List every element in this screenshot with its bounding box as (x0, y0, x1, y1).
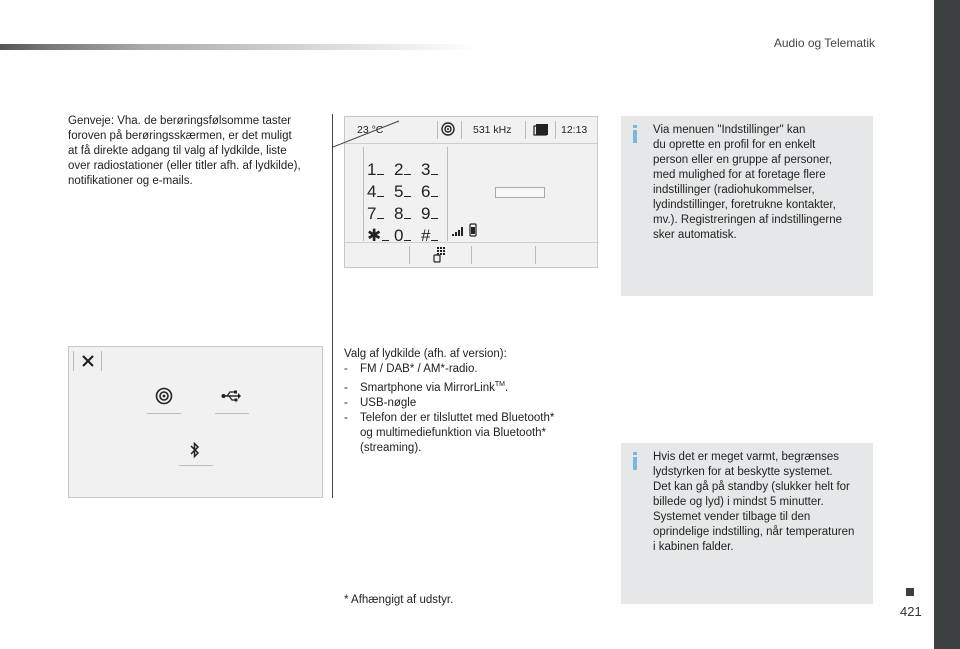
temperature-readout: 23 °C (357, 124, 384, 136)
key-8[interactable]: 8 (394, 203, 420, 225)
key-2[interactable]: 2 (394, 159, 420, 181)
key-star[interactable]: ✱ (367, 225, 393, 247)
phone-keypad (367, 159, 447, 247)
page-marker (906, 588, 914, 596)
shortcut-paragraph: Genveje: Vha. de berøringsfølsomme taster foroven på berøringsskærmen, er det muligt at få direkte adgang til valg af lydkilde, liste over radiostationer (eller titler afh. af lydkilde), notifikationer og e-mails. (68, 115, 301, 187)
signal-bars-icon (451, 225, 465, 237)
usb-icon[interactable] (221, 389, 241, 403)
keypad-icon[interactable] (433, 247, 447, 263)
key-7[interactable]: 7 (367, 203, 393, 225)
radio-wave-icon[interactable] (441, 122, 455, 136)
page-side-strip (934, 0, 960, 649)
info-icon (633, 125, 637, 143)
key-0[interactable]: 0 (394, 225, 420, 247)
radio-wave-icon[interactable] (155, 387, 173, 405)
bluetooth-icon[interactable] (189, 441, 201, 459)
key-4[interactable]: 4 (367, 181, 393, 203)
frequency-readout: 531 kHz (473, 124, 512, 136)
source-screen (68, 346, 323, 498)
info-note-settings: Via menuen "Indstillinger" kan du oprette en profil for en enkelt person eller en gruppe af personer, med mulighed for at foretage flere indstillinger (radiohukommelser, lydindstillinger, foretrukne kontakter, mv.). Registreringen af indstillingerne sker automatisk. (621, 116, 873, 296)
key-1[interactable]: 1 (367, 159, 393, 181)
page-number: 421 (900, 604, 922, 619)
clock-readout: 12:13 (561, 124, 588, 136)
key-9[interactable]: 9 (421, 203, 447, 225)
calendar-icon[interactable] (533, 122, 549, 136)
info-note-temperature: Hvis det er meget varmt, begrænses lydstyrken for at beskytte systemet. Det kan gå på standby (slukker helt for billede og lyd) i mindst 5 minutter. Systemet vender tilbage til den oprindelige indstilling, når temperaturen i kabinen falder. (621, 443, 873, 604)
source-list: Valg af lydkilde (afh. af version): - FM / DAB* / AM*-radio. - Smartphone via MirrorLink™. - USB-nøgle - Telefon der er tilsluttet med Bluetooth* og multimediefunktion via Bluetooth* (streaming). (344, 348, 555, 454)
info-icon (633, 452, 637, 470)
column-divider (332, 114, 333, 498)
screen-bottom-bar (345, 242, 597, 267)
key-6[interactable]: 6 (421, 181, 447, 203)
header-bar (0, 44, 480, 50)
close-icon[interactable] (81, 354, 95, 368)
phone-icon (469, 223, 477, 237)
section-title: Audio og Telematik (773, 36, 875, 50)
callout-line (333, 119, 403, 149)
key-5[interactable]: 5 (394, 181, 420, 203)
footnote: * Afhængigt af udstyr. (344, 594, 454, 606)
key-hash[interactable]: # (421, 225, 447, 247)
key-3[interactable]: 3 (421, 159, 447, 181)
number-entry-field[interactable] (495, 187, 545, 198)
